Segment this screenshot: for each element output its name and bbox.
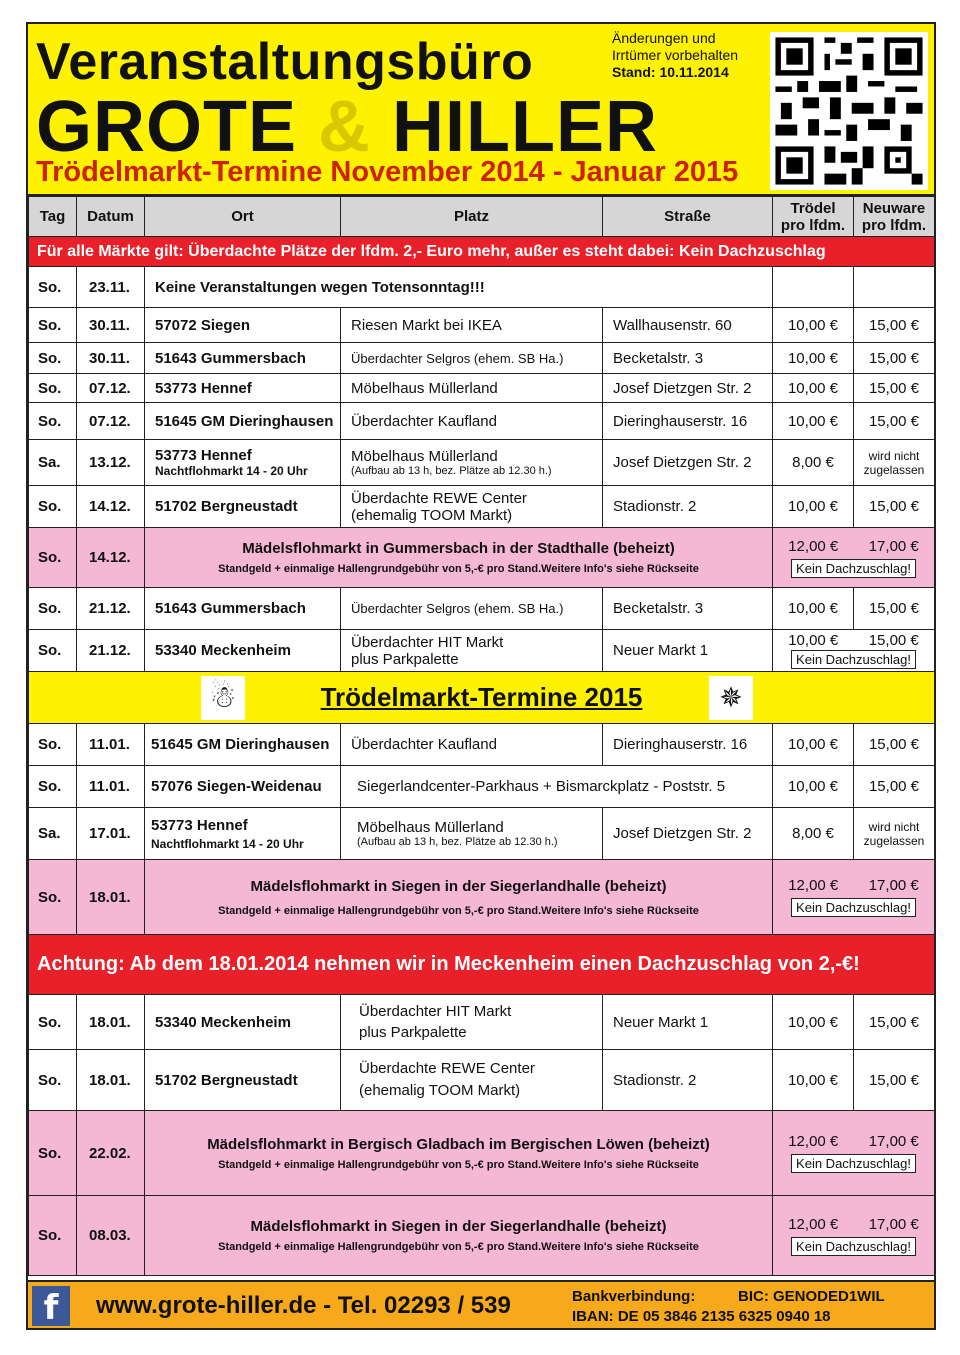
maedel-row: So. 18.01. Mädelsflohmarkt in Siegen in der Siegerlandhalle (beheizt) Standgeld + einmalige Hallengrundgebühr von 5,-€ pro Stand.Weitere Info's siehe Rückseite 12,00 € 17,00 € Kein Dachzuschlag! [29,860,935,935]
table-row: So. 07.12. 51645 GM Dieringhausen Überdachter Kaufland Dieringhauserstr. 16 10,00 € 15,00 € [29,403,935,440]
kein-dachzuschlag-badge: Kein Dachzuschlag! [791,898,916,917]
maedel-row: So. 08.03. Mädelsflohmarkt in Siegen in der Siegerlandhalle (beheizt) Standgeld + einmalige Hallengrundgebühr von 5,-€ pro Stand.Weitere Info's siehe Rückseite 12,00 € 17,00 € Kein Dachzuschlag! [29,1196,935,1276]
qr-code-icon[interactable] [770,32,928,190]
title-amp: & [318,87,372,167]
note [612,30,738,81]
col-ort: Ort [145,197,341,237]
achtung-row [29,935,935,995]
col-datum: Datum [77,197,145,237]
table-row: Sa. 13.12. 53773 Hennef Nachtflohmarkt 14 - 20 Uhr Möbelhaus Müllerland (Aufbau ab 13 h, bez. Plätze ab 12.30 h.) Josef Dietzgen Str. 2 8,00 € wird nicht zugelassen [29,440,935,486]
facebook-icon[interactable]: f [32,1286,70,1326]
table-row: So. 23.11. Keine Veranstaltungen wegen Totensonntag!!! [29,267,935,308]
note-line3: Stand: 10.11.2014 [612,64,729,80]
table-row: So. 30.11. 51643 Gummersbach Überdachter Selgros (ehem. SB Ha.) Becketalstr. 3 10,00 € 15,00 € [29,343,935,374]
table-row: Sa. 17.01. 53773 Hennef Nachtflohmarkt 14 - 20 Uhr Möbelhaus Müllerland (Aufbau ab 13 h, bez. Plätze ab 12.30 h.) Josef Dietzgen Str. 2 8,00 € wird nicht zugelassen [29,808,935,860]
snowman-icon: ☃ [201,676,245,720]
maedel-row: So. 22.02. Mädelsflohmarkt in Bergisch Gladbach im Bergischen Löwen (beheizt) Standgeld + einmalige Hallengrundgebühr von 5,-€ pro Stand.Weitere Info's siehe Rückseite 12,00 € 17,00 € Kein Dachzuschlag! [29,1111,935,1196]
kein-dachzuschlag-badge: Kein Dachzuschlag! [791,650,916,669]
section-2015-title: Trödelmarkt-Termine 2015 [320,682,643,712]
section-2015-row [29,672,935,724]
table-row: So. 18.01. 53340 Meckenheim Überdachter HIT Markt plus Parkpalette Neuer Markt 1 10,00 € 15,00 € [29,995,935,1050]
table-row: So. 07.12. 53773 Hennef Möbelhaus Müllerland Josef Dietzgen Str. 2 10,00 € 15,00 € [29,374,935,403]
flyer [26,22,936,1330]
col-platz: Platz [341,197,603,237]
subtitle: Trödelmarkt-Termine November 2014 - Januar 2015 [36,156,739,188]
maedel-row: So. 14.12. Mädelsflohmarkt in Gummersbach in der Stadthalle (beheizt) Standgeld + einmalige Hallengrundgebühr von 5,-€ pro Stand.Weitere Info's siehe Rückseite 12,00 € 17,00 € Kein Dachzuschlag! [29,528,935,588]
header [28,24,934,196]
table-row: So. 11.01. 57076 Siegen-Weidenau Siegerlandcenter-Parkhaus + Bismarckplatz - Poststr. 5 10,00 € 15,00 € [29,766,935,808]
table-header [29,197,935,237]
firework-icon: ✵ [709,676,753,720]
table-row: So. 30.11. 57072 Siegen Riesen Markt bei IKEA Wallhausenstr. 60 10,00 € 15,00 € [29,308,935,343]
col-neuware: Neuware pro lfdm. [854,197,935,237]
note-line1: Änderungen und [612,30,716,46]
title-line1: Veranstaltungsbüro [36,33,534,91]
bank-bic: BIC: GENODED1WIL [738,1288,885,1305]
table-row: So. 14.12. 51702 Bergneustadt Überdachte REWE Center (ehemalig TOOM Markt) Stadionstr. 2 10,00 € 15,00 € [29,486,935,528]
title-hiller: HILLER [392,87,659,167]
footer [28,1280,934,1328]
bank-label: Bankverbindung: [572,1288,696,1305]
kein-dachzuschlag-badge: Kein Dachzuschlag! [791,1237,916,1256]
kein-dachzuschlag-badge: Kein Dachzuschlag! [791,559,916,578]
note-line2: Irrtümer vorbehalten [612,47,739,63]
table-row: So. 18.01. 51702 Bergneustadt Überdachte REWE Center (ehemalig TOOM Markt) Stadionstr. 2 10,00 € 15,00 € [29,1050,935,1111]
table-row: So. 21.12. 53340 Meckenheim Überdachter HIT Markt plus Parkpalette Neuer Markt 1 10,00 € 15,00 € Kein Dachzuschlag! [29,630,935,672]
col-troedel: Trödel pro lfdm. [773,197,854,237]
banner-top: Für alle Märkte gilt: Überdachte Plätze der lfdm. 2,- Euro mehr, außer es steht dabei: Kein Dachzuschlag [29,237,935,267]
table-row: So. 11.01. 51645 GM Dieringhausen Überdachter Kaufland Dieringhauserstr. 16 10,00 € 15,00 € [29,724,935,766]
website-phone[interactable]: www.grote-hiller.de - Tel. 02293 / 539 [96,1292,511,1319]
market-table [28,196,935,1276]
col-strasse: Straße [603,197,773,237]
banner-achtung: Achtung: Ab dem 18.01.2014 nehmen wir in Meckenheim einen Dachzuschlag von 2,-€! [29,935,935,995]
table-row: So. 21.12. 51643 Gummersbach Überdachter Selgros (ehem. SB Ha.) Becketalstr. 3 10,00 € 15,00 € [29,588,935,630]
bank-iban: IBAN: DE 05 3846 2135 6325 0940 18 [572,1308,831,1325]
title-grote: GROTE [36,87,298,167]
banner-row [29,237,935,267]
kein-dachzuschlag-badge: Kein Dachzuschlag! [791,1154,916,1173]
col-tag: Tag [29,197,77,237]
